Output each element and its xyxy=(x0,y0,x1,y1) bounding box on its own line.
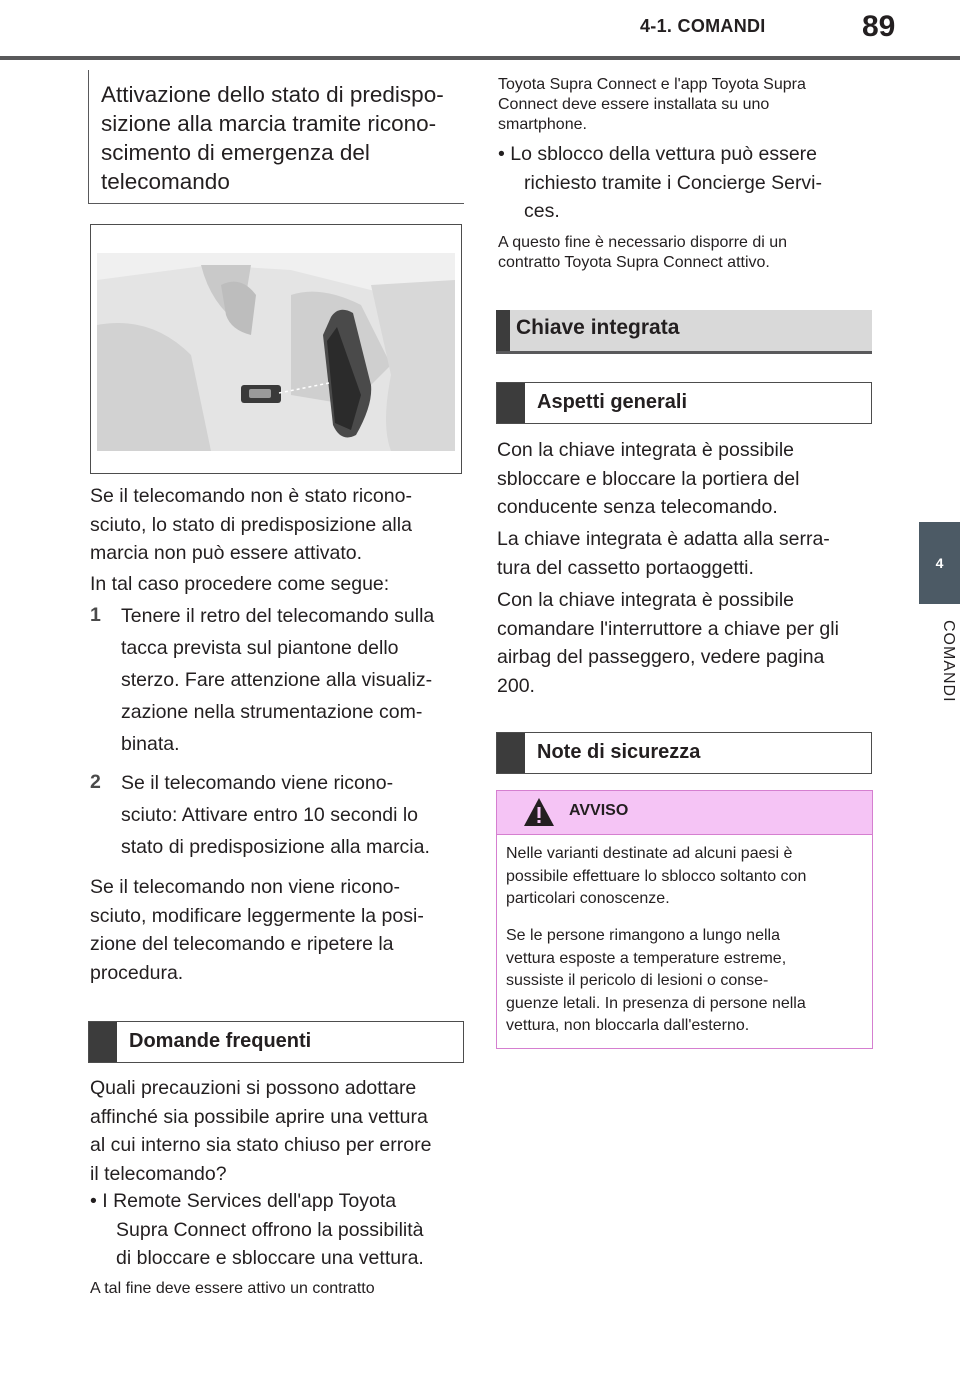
text-line: zione del telecomando e ripetere la xyxy=(90,933,394,955)
lead-text: In tal caso procedere come segue: xyxy=(90,573,390,595)
text-line: ces. xyxy=(524,200,560,222)
text-line: Se le persone rimangono a lungo nella xyxy=(506,927,780,944)
heading-label: Domande frequenti xyxy=(129,1030,312,1052)
text-line: stato di predisposizione alla marcia. xyxy=(121,836,430,858)
integrated-key-heading xyxy=(496,310,872,354)
warning-triangle-icon xyxy=(522,796,556,828)
concierge-bullet xyxy=(498,140,822,226)
text-line: possibile effettuare lo sblocco soltanto con xyxy=(506,867,807,885)
integrated-key-paragraph-2 xyxy=(497,525,830,582)
text-line: affinché sia possibile aprire una vettura xyxy=(90,1105,428,1128)
text-line: Tenere il retro del telecomando sulla xyxy=(121,605,435,627)
general-aspects-heading xyxy=(496,382,872,424)
title-line: telecomando xyxy=(101,169,230,194)
illustration-image xyxy=(91,225,461,473)
text-line: guenze letali. In presenza di persone nella xyxy=(506,994,806,1012)
text-line: binata. xyxy=(121,733,180,755)
text-line: richiesto tramite i Concierge Servi- xyxy=(524,171,823,194)
faq-note: A tal fine deve essere attivo un contratto xyxy=(90,1280,375,1297)
text-line: il telecomando? xyxy=(90,1162,227,1185)
title-line: scimento di emergenza del xyxy=(101,140,370,165)
text-line: A questo fine è necessario disporre di un xyxy=(498,234,788,251)
procedure-title-box xyxy=(88,70,464,204)
steering-column-illustration xyxy=(90,224,462,474)
text-line: airbag del passeggero, vedere pagina xyxy=(497,646,825,668)
faq-question xyxy=(90,1074,431,1188)
heading-bar xyxy=(497,733,525,773)
text-line: sbloccare e bloccare la portiera del xyxy=(497,467,800,490)
text-line: Quali precauzioni si possono adottare xyxy=(90,1077,417,1099)
text-line: Con la chiave integrata è possibile xyxy=(497,439,795,461)
warning-box xyxy=(496,790,873,1049)
text-line: Se il telecomando viene ricono- xyxy=(121,772,394,794)
intro-paragraph xyxy=(90,482,412,568)
text-line: tura del cassetto portaoggetti. xyxy=(497,556,754,579)
text-line: Connect deve essere installata su uno xyxy=(498,96,770,113)
warning-paragraph-1 xyxy=(506,843,866,911)
integrated-key-paragraph-3 xyxy=(497,586,839,700)
heading-bar xyxy=(496,310,510,351)
text-line: • Lo sblocco della vettura può essere xyxy=(498,143,818,165)
heading-bar xyxy=(497,383,525,423)
text-line: vettura esposte a temperature estreme, xyxy=(506,949,787,967)
chapter-tab: 4 xyxy=(919,522,960,604)
text-line: sussiste il pericolo di lesioni o conse- xyxy=(506,972,769,989)
text-line: Se il telecomando non viene ricono- xyxy=(90,876,401,898)
page-number: 89 xyxy=(862,10,896,43)
text-line: marcia non può essere attivato. xyxy=(90,542,363,564)
section-title: 4-1. COMANDI xyxy=(640,16,766,36)
contract-note xyxy=(498,233,787,273)
warning-header xyxy=(497,791,872,835)
heading-bar xyxy=(89,1022,117,1062)
text-line: sciuto: Attivare entro 10 secondi lo xyxy=(121,804,419,826)
step-text xyxy=(121,767,430,863)
text-line: • I Remote Services dell'app Toyota xyxy=(90,1190,397,1212)
heading-label: Note di sicurezza xyxy=(537,741,701,763)
text-line: di bloccare e sbloccare una vettura. xyxy=(116,1247,424,1269)
text-line: sterzo. Fare attenzione alla visualiz- xyxy=(121,669,433,691)
text-line: Se il telecomando non è stato ricono- xyxy=(90,485,412,507)
text-line: sciuto, lo stato di predisposizione alla xyxy=(90,513,412,536)
text-line: al cui interno sia stato chiuso per errore xyxy=(90,1134,432,1156)
text-line: contratto Toyota Supra Connect attivo. xyxy=(498,254,770,271)
text-line: Supra Connect offrono la possibilità xyxy=(116,1218,424,1241)
warning-paragraph-2 xyxy=(506,925,866,1038)
text-line: procedura. xyxy=(90,961,184,984)
heading-label: Aspetti generali xyxy=(537,391,688,413)
app-note xyxy=(498,75,806,135)
text-line: comandare l'interruttore a chiave per gli xyxy=(497,617,839,640)
text-line: Con la chiave integrata è possibile xyxy=(497,589,795,611)
faq-bullet xyxy=(90,1187,424,1273)
faq-heading xyxy=(88,1021,464,1063)
title-line: Attivazione dello stato di predispo- xyxy=(101,82,444,107)
title-line: sizione alla marcia tramite ricono- xyxy=(101,111,437,136)
text-line: Toyota Supra Connect e l'app Toyota Supra xyxy=(498,76,806,93)
warning-label: AVVISO xyxy=(569,802,629,819)
text-line: La chiave integrata è adatta alla serra- xyxy=(497,528,830,550)
step-number: 1 xyxy=(90,604,101,626)
step-text xyxy=(121,600,434,760)
heading-label: Chiave integrata xyxy=(516,316,680,339)
safety-notes-heading xyxy=(496,732,872,774)
text-line: conducente senza telecomando. xyxy=(497,496,778,518)
step-number: 2 xyxy=(90,771,101,793)
text-line: smartphone. xyxy=(498,116,587,133)
text-line: tacca prevista sul piantone dello xyxy=(121,637,399,659)
integrated-key-paragraph-1 xyxy=(497,436,799,522)
text-line: 200. xyxy=(497,674,535,697)
text-line: sciuto, modificare leggermente la posi- xyxy=(90,904,424,927)
text-line: Nelle varianti destinate ad alcuni paesi è xyxy=(506,845,793,862)
text-line: vettura, non bloccarla dall'esterno. xyxy=(506,1017,750,1034)
chapter-tab-label: COMANDI xyxy=(940,620,957,703)
retry-paragraph xyxy=(90,873,424,987)
text-line: particolari conoscenze. xyxy=(506,890,670,907)
text-line: zazione nella strumentazione com- xyxy=(121,701,423,723)
header-rule xyxy=(0,56,960,60)
